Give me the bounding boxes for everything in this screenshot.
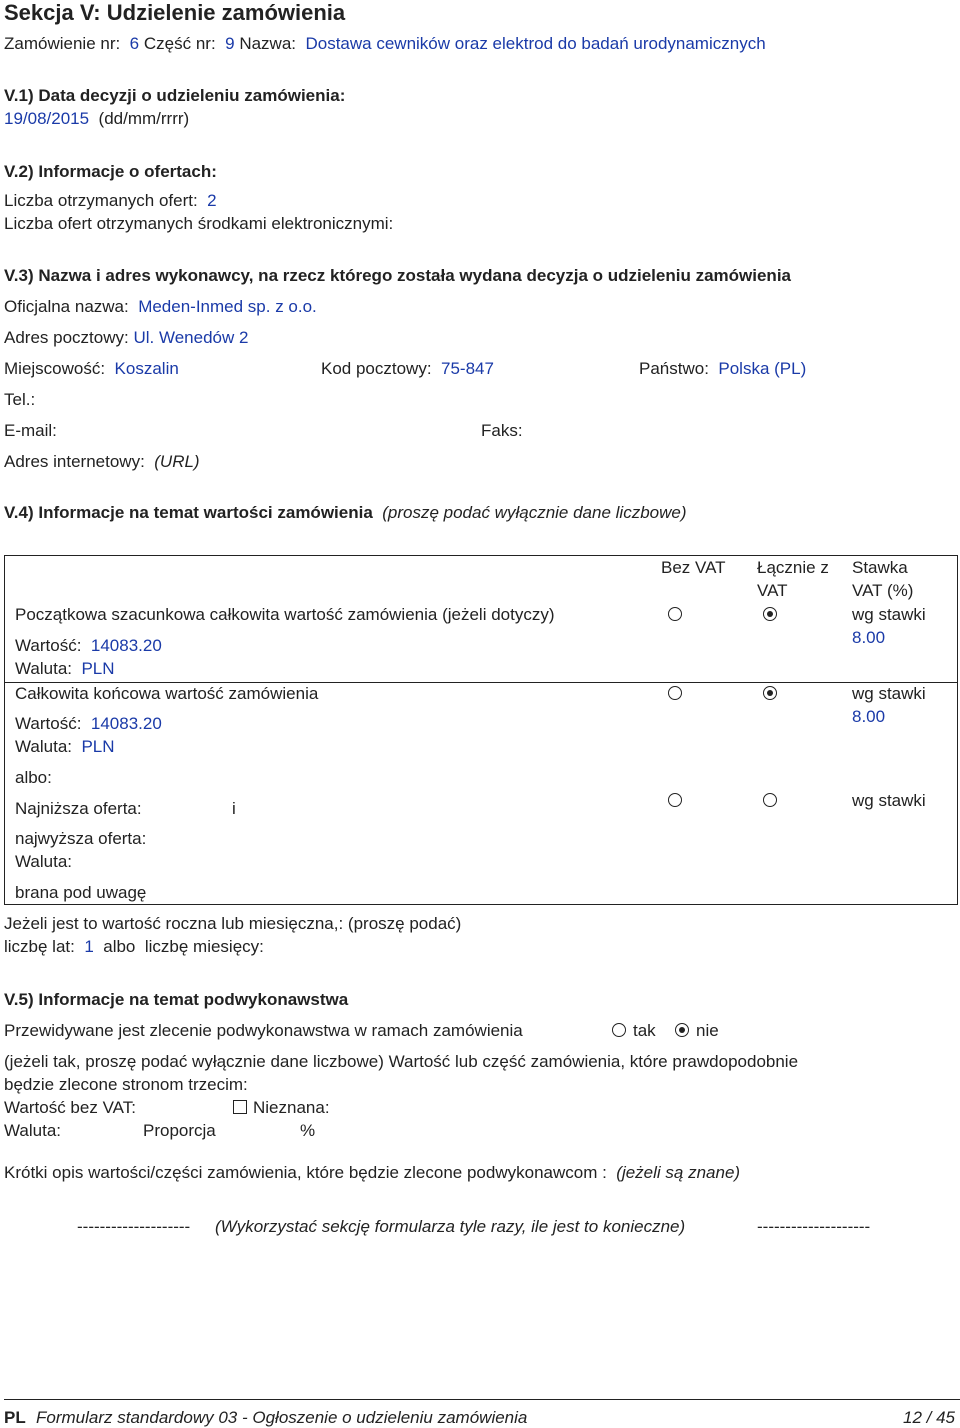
v4-final-value-line [15, 714, 162, 734]
v4-considered-label: brana pod uwagę [15, 883, 147, 902]
v4-final-currency-label: Waluta: [15, 737, 73, 756]
v4-lowest-label: Najniższa oferta: [15, 799, 142, 818]
v2-electronic-label: Liczba ofert otrzymanych środkami elektronicznymi: [4, 214, 394, 233]
order-part-value: 9 [225, 34, 235, 53]
v5-short-desc-line [4, 1163, 740, 1183]
v5-percent: % [300, 1121, 316, 1140]
v5-no-radio[interactable] [675, 1023, 689, 1037]
v4-title-line [4, 503, 687, 523]
v4-range-currency-label: Waluta: [15, 852, 73, 871]
v3-www-hint: (URL) [154, 452, 200, 471]
v3-title: V.3) Nazwa i adres wykonawcy, na rzecz którego została wydana decyzja o udzieleniu zamówienia [4, 266, 791, 285]
v3-name-line [4, 297, 317, 317]
v4-initial-currency: PLN [81, 659, 115, 678]
v4-final-rate-value: 8.00 [852, 707, 886, 726]
v1-date-format: (dd/mm/rrrr) [98, 109, 190, 128]
v4-or-label: albo: [15, 768, 52, 787]
v4-initial-label: Początkowa szacunkowa całkowita wartość zamówienia (jeżeli dotyczy) [15, 605, 555, 624]
v3-fax-label: Faks: [481, 421, 523, 440]
v5-value-label: Wartość bez VAT: [4, 1098, 136, 1117]
v4-final-currency: PLN [81, 737, 115, 756]
v4-months-label: liczbę miesięcy: [144, 937, 264, 956]
order-line [4, 34, 766, 54]
v5-proportion-label: Proporcja [143, 1121, 216, 1140]
v5-short-desc-hint: (jeżeli są znane) [616, 1163, 741, 1182]
v5-note-line2: będzie zlecone stronom trzecim: [4, 1075, 248, 1094]
v4-years-value: 1 [84, 937, 94, 956]
v3-country-line [639, 359, 806, 379]
v4-initial-bez-vat-radio[interactable] [668, 607, 682, 621]
v4-final-z-vat-radio[interactable] [763, 686, 777, 700]
v4-albo: albo [103, 937, 136, 956]
v3-email-label: E-mail: [4, 421, 57, 440]
order-nr-label: Zamówienie nr: [4, 34, 121, 53]
v4-final-label: Całkowita końcowa wartość zamówienia [15, 684, 319, 703]
v5-yes-label: tak [633, 1021, 656, 1040]
footer-form: Formularz standardowy 03 - Ogłoszenie o udzieleniu zamówienia [36, 1408, 528, 1427]
order-name-label: Nazwa: [239, 34, 297, 53]
v5-question: Przewidywane jest zlecenie podwykonawstwa w ramach zamówienia [4, 1021, 523, 1040]
v3-www-label: Adres internetowy: [4, 452, 145, 471]
v3-zip-line [321, 359, 494, 379]
v5-note-line1: (jeżeli tak, proszę podać wyłącznie dane liczbowe) Wartość lub część zamówienia, które prawdopodobnie [4, 1052, 799, 1071]
v4-initial-currency-line [15, 659, 115, 679]
v4-initial-currency-label: Waluta: [15, 659, 73, 678]
v4-initial-rate-value: 8.00 [852, 628, 886, 647]
v4-col-stawka-2: VAT (%) [852, 581, 914, 600]
v4-col-lacznie-1: Łącznie z [757, 558, 829, 577]
v4-initial-value-label: Wartość: [15, 636, 82, 655]
v5-short-desc: Krótki opis wartości/części zamówienia, które będzie zlecone podwykonawcom : [4, 1163, 607, 1182]
v4-final-bez-vat-radio[interactable] [668, 686, 682, 700]
v3-city-label: Miejscowość: [4, 359, 106, 378]
v3-name-label: Oficjalna nazwa: [4, 297, 129, 316]
v4-final-currency-line [15, 737, 115, 757]
v4-final-rate-label: wg stawki [852, 684, 926, 703]
v4-col-stawka-1: Stawka [852, 558, 908, 577]
repeat-note-dashes-left: -------------------- [77, 1217, 191, 1236]
v3-city-line [4, 359, 179, 379]
v4-initial-value: 14083.20 [90, 636, 162, 655]
v5-title: V.5) Informacje na temat podwykonawstwa [4, 990, 349, 1009]
footer-rule [4, 1399, 960, 1400]
v4-col-bez-vat: Bez VAT [661, 558, 726, 577]
repeat-note-dashes-right: -------------------- [757, 1217, 871, 1236]
v4-initial-rate-label: wg stawki [852, 605, 926, 624]
v3-tel-label: Tel.: [4, 390, 36, 409]
v4-range-rate-label: wg stawki [852, 791, 926, 810]
v3-city-value: Koszalin [114, 359, 179, 378]
order-part-label: Część nr: [143, 34, 216, 53]
v4-final-value-label: Wartość: [15, 714, 82, 733]
v3-address-line [4, 328, 248, 348]
v5-unknown-checkbox[interactable] [233, 1100, 247, 1114]
v3-zip-value: 75-847 [441, 359, 494, 378]
v3-country-label: Państwo: [639, 359, 709, 378]
repeat-note-text: (Wykorzystać sekcję formularza tyle razy, ile jest to konieczne) [215, 1217, 686, 1236]
v5-currency-label: Waluta: [4, 1121, 62, 1140]
order-nr-value: 6 [129, 34, 140, 53]
order-name-value: Dostawa cewników oraz elektrod do badań urodynamicznych [305, 34, 766, 53]
v2-offers-value: 2 [207, 191, 217, 210]
v2-title: V.2) Informacje o ofertach: [4, 162, 217, 181]
section-title: Sekcja V: Udzielenie zamówienia [4, 0, 346, 25]
v4-annual-label: Jeżeli jest to wartość roczna lub miesięczna,: (proszę podać) [4, 914, 462, 933]
v1-date-line [4, 109, 189, 129]
v1-date: 19/08/2015 [4, 109, 90, 128]
v2-offers-label: Liczba otrzymanych ofert: [4, 191, 198, 210]
v3-www-line [4, 452, 200, 472]
v4-title: V.4) Informacje na temat wartości zamówienia [4, 503, 373, 522]
v5-no-label: nie [696, 1021, 719, 1040]
v5-unknown-label: Nieznana: [253, 1098, 330, 1117]
v3-zip-label: Kod pocztowy: [321, 359, 432, 378]
v4-highest-label: najwyższa oferta: [15, 829, 147, 848]
v4-range-z-vat-radio[interactable] [763, 793, 777, 807]
v3-address-value: Ul. Wenedów 2 [133, 328, 249, 347]
v4-table-divider-1 [4, 682, 958, 683]
v3-country-value: Polska (PL) [718, 359, 807, 378]
footer-code: PL [4, 1408, 26, 1427]
v3-name-value: Meden-Inmed sp. z o.o. [138, 297, 317, 316]
v4-years-line [4, 937, 264, 957]
v2-offers-line [4, 191, 217, 211]
v4-col-lacznie-2: VAT [757, 581, 788, 600]
v1-title: V.1) Data decyzji o udzieleniu zamówienia: [4, 86, 346, 105]
footer-page: 12 / 45 [903, 1408, 955, 1427]
v4-initial-z-vat-radio[interactable] [763, 607, 777, 621]
v4-range-bez-vat-radio[interactable] [668, 793, 682, 807]
v4-hint: (proszę podać wyłącznie dane liczbowe) [382, 503, 687, 522]
v4-and-label: i [232, 799, 236, 818]
v5-yes-radio[interactable] [612, 1023, 626, 1037]
v4-final-value: 14083.20 [90, 714, 162, 733]
v3-address-label: Adres pocztowy: [4, 328, 129, 347]
v4-years-label: liczbę lat: [4, 937, 75, 956]
v4-initial-value-line [15, 636, 162, 656]
